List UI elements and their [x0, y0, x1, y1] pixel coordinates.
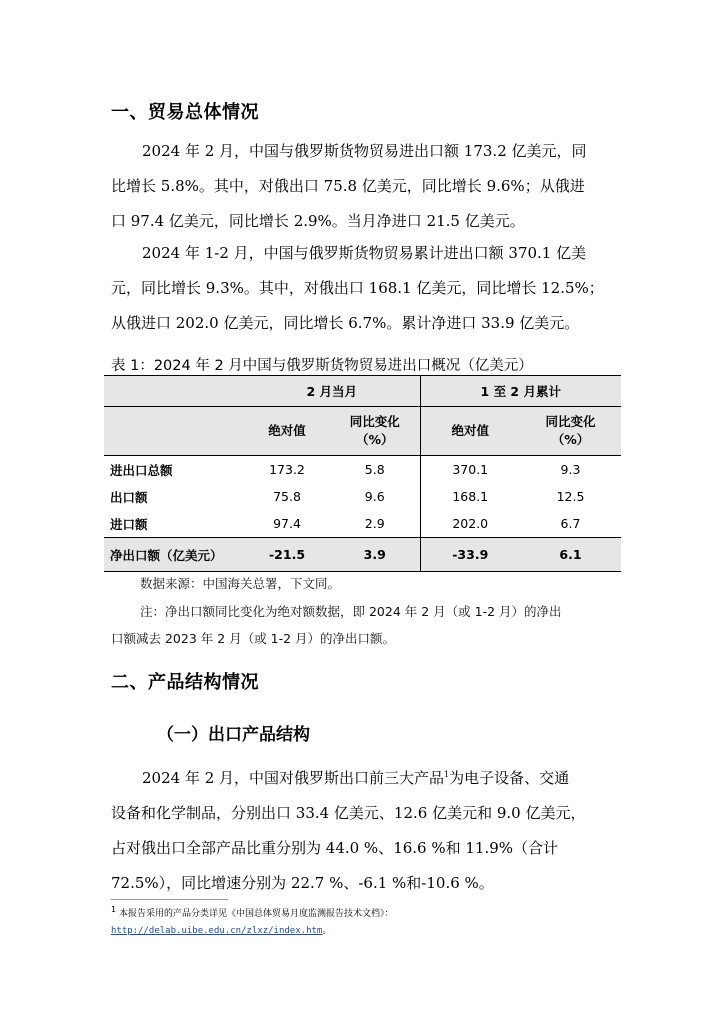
section2-paragraph — [111, 761, 623, 901]
cell-month-abs: 173.2 — [269, 462, 305, 477]
header-cumulative-abs: 绝对值 — [420, 407, 520, 456]
cell-cumulative-yoy: 9.3 — [560, 462, 581, 477]
table-caption: 表 1：2024 年 2 月中国与俄罗斯货物贸易进出口概况（亿美元） — [111, 358, 533, 374]
text-line: 2024 年 1-2 月，中国与俄罗斯货物贸易累计进出口额 370.1 亿美 — [142, 244, 587, 262]
footnote-text: 本报告采用的产品分类详见《中国总体贸易月度监测报告技术文档》： — [116, 909, 394, 919]
table-note-line2: 口额减去 2023 年 2 月（或 1-2 月）的净出口额。 — [111, 631, 396, 646]
header-month-yoy — [330, 407, 420, 456]
cell-cumulative-abs: 370.1 — [452, 462, 489, 477]
section1-paragraph2 — [111, 236, 623, 341]
row-label: 净出口额（亿美元） — [104, 538, 244, 572]
text-span: 2024 年 2 月，中国对俄罗斯出口前三大产品 — [142, 769, 445, 787]
cell-month-yoy: 5.8 — [330, 456, 420, 484]
header-corner — [104, 376, 244, 407]
table-row — [104, 483, 621, 510]
table-row — [104, 456, 621, 484]
cell-month-abs: 75.8 — [273, 489, 301, 504]
text-line: 2024 年 2 月，中国与俄罗斯货物贸易进出口额 173.2 亿美元，同 — [142, 142, 587, 160]
table-note-line1: 注：净出口额同比变化为绝对额数据，即 2024 年 2 月（或 1-2 月）的净出 — [140, 604, 562, 619]
header-yoy-line1: 同比变化 — [545, 414, 596, 429]
text-span: 为电子设备、交通 — [449, 769, 570, 787]
cell-month-abs: 97.4 — [273, 516, 301, 531]
footnote — [111, 906, 393, 940]
row-label: 进出口总额 — [110, 462, 173, 478]
row-label: 出口额 — [110, 489, 148, 505]
text-line: 72.5%），同比增速分别为 22.7 %、-6.1 %和-10.6 %。 — [111, 874, 494, 892]
cell-month-yoy: 3.9 — [330, 538, 420, 572]
header-group-month: 2 月当月 — [244, 376, 420, 407]
text-line: 元，同比增长 9.3%。其中，对俄出口 168.1 亿美元，同比增长 12.5%； — [111, 279, 604, 297]
footnote-url-tail: 。 — [322, 926, 332, 936]
row-label: 进口额 — [110, 516, 148, 532]
table-row — [104, 510, 621, 538]
header-yoy-line2: （%） — [551, 432, 590, 447]
section1-heading: 一、贸易总体情况 — [111, 102, 259, 123]
cell-cumulative-yoy: 6.7 — [560, 516, 581, 531]
cell-month-yoy: 2.9 — [330, 510, 420, 538]
section2-heading: 二、产品结构情况 — [111, 672, 259, 693]
cell-cumulative-yoy: 12.5 — [556, 489, 585, 504]
header-blank — [104, 407, 244, 456]
text-line — [111, 761, 623, 796]
header-group-cumulative: 1 至 2 月累计 — [420, 376, 621, 407]
table-row-total — [104, 538, 621, 572]
text-line: 比增长 5.8%。其中，对俄出口 75.8 亿美元，同比增长 9.6%；从俄进 — [111, 177, 585, 195]
text-line: 从俄进口 202.0 亿美元，同比增长 6.7%。累计净进口 33.9 亿美元。 — [111, 314, 580, 332]
header-yoy-line1: 同比变化 — [349, 414, 400, 429]
footnote-text-line — [111, 906, 393, 923]
header-cumulative-yoy — [520, 407, 621, 456]
footnote-divider — [111, 899, 228, 900]
cell-month-yoy: 9.6 — [330, 483, 420, 510]
footnote-link[interactable]: http://delab.uibe.edu.cn/zlxz/index.htm — [111, 926, 323, 936]
header-yoy-line2: （%） — [355, 432, 394, 447]
section1-paragraph1 — [111, 134, 623, 239]
cell-cumulative-abs: -33.9 — [420, 538, 520, 572]
footnote-mark: 1 — [111, 905, 117, 914]
header-month-abs: 绝对值 — [244, 407, 330, 456]
cell-month-abs: -21.5 — [244, 538, 330, 572]
cell-cumulative-yoy: 6.1 — [520, 538, 621, 572]
text-line: 设备和化学制品，分别出口 33.4 亿美元、12.6 亿美元和 9.0 亿美元， — [111, 804, 586, 822]
trade-summary-table — [104, 375, 621, 572]
text-line: 占对俄出口全部产品比重分别为 44.0 %、16.6 %和 11.9%（合计 — [111, 839, 559, 857]
footnote-url-line — [111, 923, 393, 940]
footnote-reference[interactable]: 1 — [444, 770, 450, 779]
text-line: 口 97.4 亿美元，同比增长 2.9%。当月净进口 21.5 亿美元。 — [111, 212, 525, 230]
section2-subheading: （一）出口产品结构 — [157, 725, 310, 745]
cell-cumulative-abs: 168.1 — [452, 489, 489, 504]
cell-cumulative-abs: 202.0 — [452, 516, 489, 531]
data-source-note: 数据来源：中国海关总署，下文同。 — [140, 576, 341, 591]
